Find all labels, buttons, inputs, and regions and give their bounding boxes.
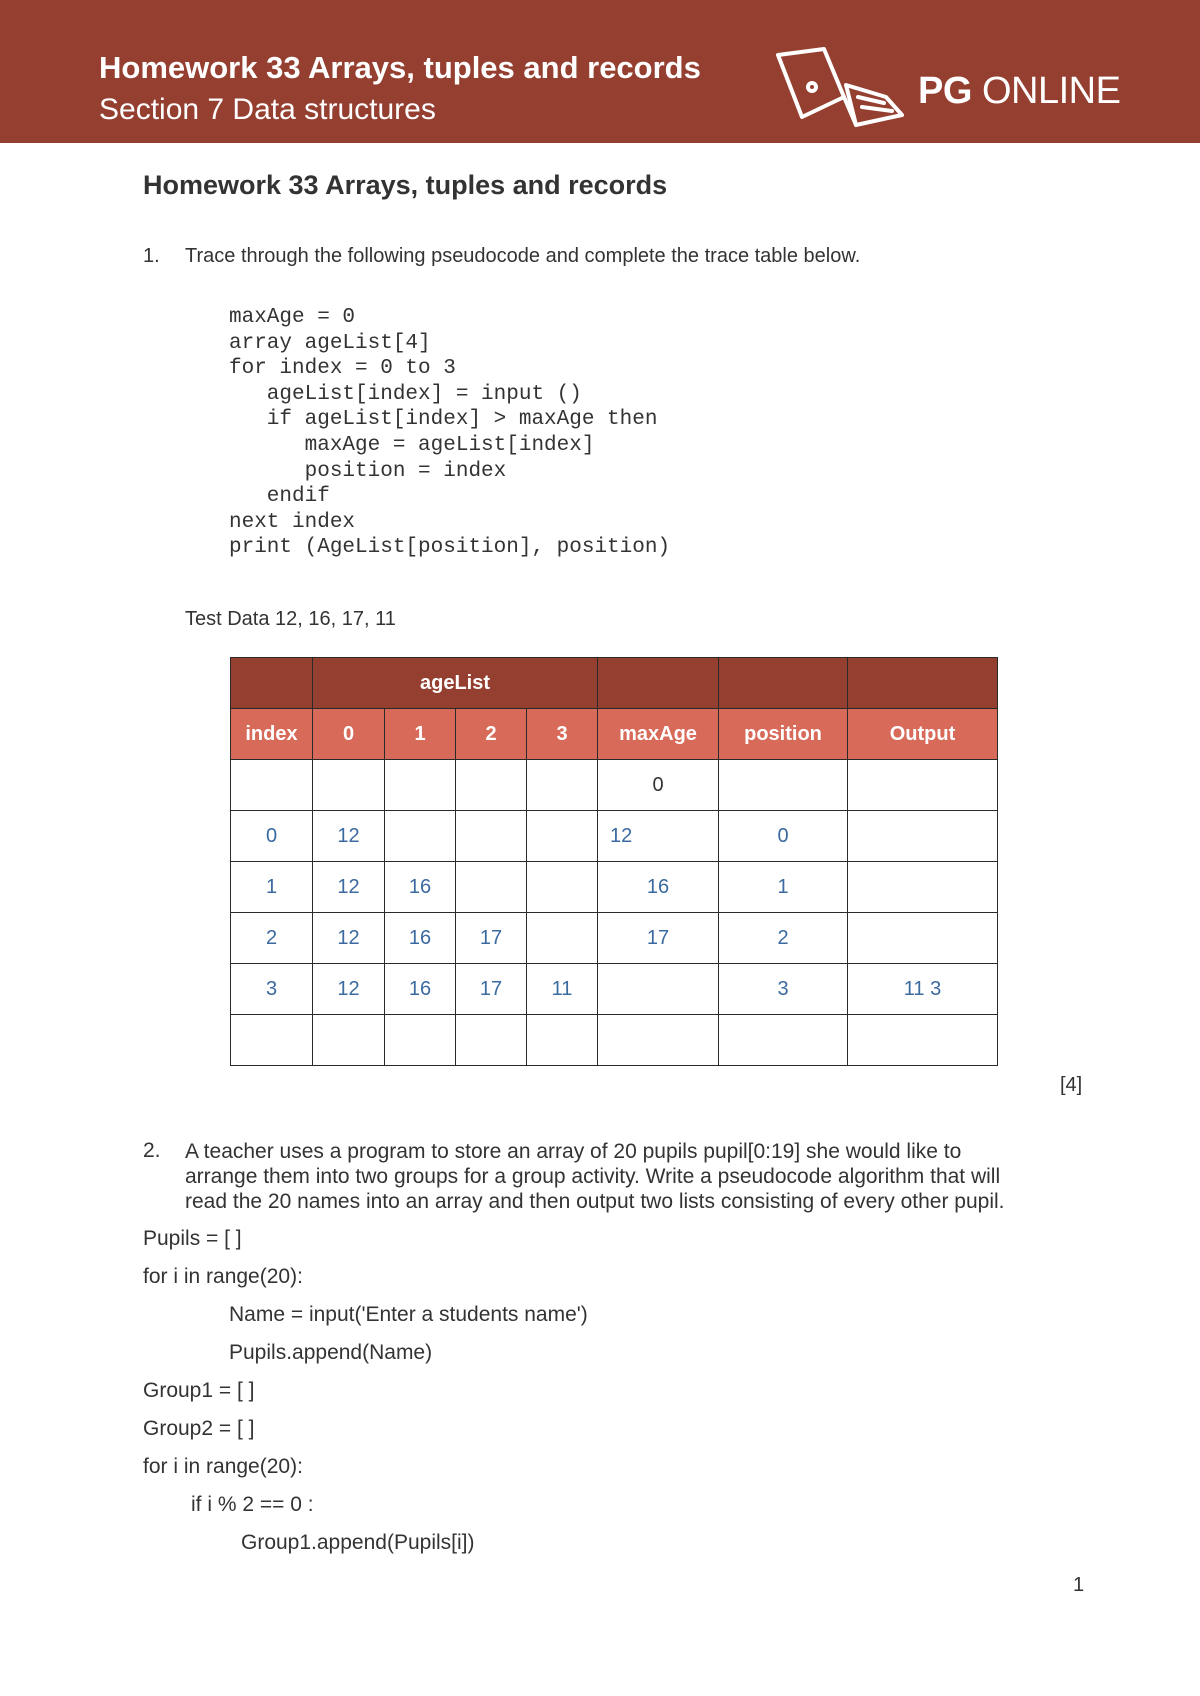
trace-cell[interactable]: 12 <box>313 811 385 862</box>
trace-cell[interactable] <box>456 811 527 862</box>
column-header-1: 1 <box>385 709 456 760</box>
question-2-text <box>185 1139 1085 1214</box>
answer-line: for i in range(20): <box>143 1265 303 1288</box>
trace-cell[interactable]: 17 <box>598 913 719 964</box>
trace-cell[interactable] <box>527 1015 598 1066</box>
trace-group-header-row <box>231 658 998 709</box>
column-header-position: position <box>719 709 848 760</box>
header-title: Homework 33 Arrays, tuples and records <box>99 50 701 85</box>
question-1-number: 1. <box>143 245 160 267</box>
trace-cell[interactable] <box>313 760 385 811</box>
trace-cell[interactable] <box>385 1015 456 1066</box>
marks-indicator: [4] <box>1060 1074 1083 1096</box>
trace-cell[interactable]: 12 <box>313 913 385 964</box>
trace-cell[interactable] <box>231 1015 313 1066</box>
trace-cell[interactable]: 1 <box>231 862 313 913</box>
column-header-maxage: maxAge <box>598 709 719 760</box>
question-2-line: A teacher uses a program to store an array of 20 pupils pupil[0:19] she would like to <box>185 1140 962 1163</box>
page-number: 1 <box>1073 1574 1085 1596</box>
table-row <box>231 1015 998 1066</box>
test-data: Test Data 12, 16, 17, 11 <box>185 608 396 630</box>
table-row <box>231 964 998 1015</box>
code-line: maxAge = 0 <box>229 306 356 329</box>
header-cell-blank <box>231 658 313 709</box>
code-line: array ageList[4] <box>229 331 431 355</box>
header-cell-blank <box>598 658 719 709</box>
trace-cell[interactable] <box>527 760 598 811</box>
trace-cell[interactable]: 2 <box>231 913 313 964</box>
trace-cell[interactable] <box>385 811 456 862</box>
answer-line: Group1 = [ ] <box>143 1379 255 1402</box>
logo-text-rest: ONLINE <box>981 70 1121 112</box>
table-row <box>231 760 998 811</box>
logo-text-bold: PG <box>918 70 972 112</box>
trace-cell[interactable]: 0 <box>719 811 848 862</box>
trace-cell[interactable]: 11 <box>527 964 598 1015</box>
trace-cell[interactable]: 16 <box>385 862 456 913</box>
trace-table <box>230 657 998 1066</box>
answer-line: Group2 = [ ] <box>143 1417 255 1440</box>
code-line: ageList[index] = input () <box>229 382 582 406</box>
trace-cell[interactable] <box>719 1015 848 1066</box>
trace-cell[interactable] <box>848 1015 998 1066</box>
code-line: if ageList[index] > maxAge then <box>229 408 658 432</box>
page-title: Homework 33 Arrays, tuples and records <box>143 170 668 200</box>
trace-cell[interactable] <box>456 862 527 913</box>
header-cell-blank <box>719 658 848 709</box>
code-line: print (AgeList[position], position) <box>229 536 671 560</box>
trace-cell[interactable] <box>848 913 998 964</box>
trace-cell[interactable] <box>527 913 598 964</box>
trace-cell[interactable]: 16 <box>385 964 456 1015</box>
trace-cell[interactable]: 12 <box>598 811 719 862</box>
trace-cell[interactable]: 0 <box>598 760 719 811</box>
trace-cell[interactable] <box>719 760 848 811</box>
laptop-logo-icon <box>774 45 906 131</box>
column-header-2: 2 <box>456 709 527 760</box>
question-1-prompt: Trace through the following pseudocode and complete the trace table below. <box>185 245 861 267</box>
header-cell-blank <box>848 658 998 709</box>
trace-cell[interactable]: 17 <box>456 913 527 964</box>
answer-line: Name = input('Enter a students name') <box>229 1303 588 1326</box>
column-header-output: Output <box>848 709 998 760</box>
pseudocode-block <box>229 305 670 561</box>
code-line: next index <box>229 510 356 534</box>
header-subtitle: Section 7 Data structures <box>99 93 436 126</box>
trace-cell[interactable]: 1 <box>719 862 848 913</box>
trace-cell[interactable]: 2 <box>719 913 848 964</box>
trace-cell[interactable] <box>527 862 598 913</box>
trace-cell[interactable]: 16 <box>385 913 456 964</box>
column-header-3: 3 <box>527 709 598 760</box>
trace-cell[interactable]: 3 <box>231 964 313 1015</box>
trace-cell[interactable]: 17 <box>456 964 527 1015</box>
page-header <box>0 0 1200 143</box>
trace-cell[interactable] <box>848 862 998 913</box>
answer-line: for i in range(20): <box>143 1455 303 1478</box>
trace-cell[interactable] <box>456 1015 527 1066</box>
table-row <box>231 862 998 913</box>
trace-cell[interactable]: 16 <box>598 862 719 913</box>
trace-cell[interactable] <box>456 760 527 811</box>
trace-cell[interactable] <box>598 964 719 1015</box>
code-line: endif <box>229 485 330 509</box>
answer-line: Pupils = [ ] <box>143 1227 242 1250</box>
answer-line: Pupils.append(Name) <box>229 1341 433 1364</box>
trace-cell[interactable]: 12 <box>313 862 385 913</box>
trace-cell[interactable] <box>313 1015 385 1066</box>
column-header-0: 0 <box>313 709 385 760</box>
answer-line: if i % 2 == 0 : <box>191 1493 314 1516</box>
question-2-line: arrange them into two groups for a group activity. Write a pseudocode algorithm that will <box>185 1165 1001 1188</box>
code-line: maxAge = ageList[index] <box>229 433 595 457</box>
trace-cell[interactable]: 3 <box>719 964 848 1015</box>
trace-cell[interactable] <box>231 760 313 811</box>
code-line: position = index <box>229 459 507 483</box>
trace-cell[interactable] <box>848 760 998 811</box>
trace-cell[interactable] <box>527 811 598 862</box>
trace-cell[interactable] <box>385 760 456 811</box>
question-2-number: 2. <box>143 1139 161 1162</box>
question-2-line: read the 20 names into an array and then output two lists consisting of every other pupil. <box>185 1190 1005 1213</box>
column-header-index: index <box>231 709 313 760</box>
answer-line: Group1.append(Pupils[i]) <box>241 1531 475 1554</box>
trace-cell[interactable]: 11 3 <box>848 964 998 1015</box>
trace-cell[interactable] <box>848 811 998 862</box>
trace-column-header-row <box>231 709 998 760</box>
trace-cell[interactable]: 12 <box>313 964 385 1015</box>
logo-text <box>918 70 1120 113</box>
table-row <box>231 811 998 862</box>
trace-cell[interactable]: 0 <box>231 811 313 862</box>
code-line: for index = 0 to 3 <box>229 357 456 381</box>
agelist-group-header: ageList <box>313 658 598 709</box>
table-row <box>231 913 998 964</box>
trace-cell[interactable] <box>598 1015 719 1066</box>
